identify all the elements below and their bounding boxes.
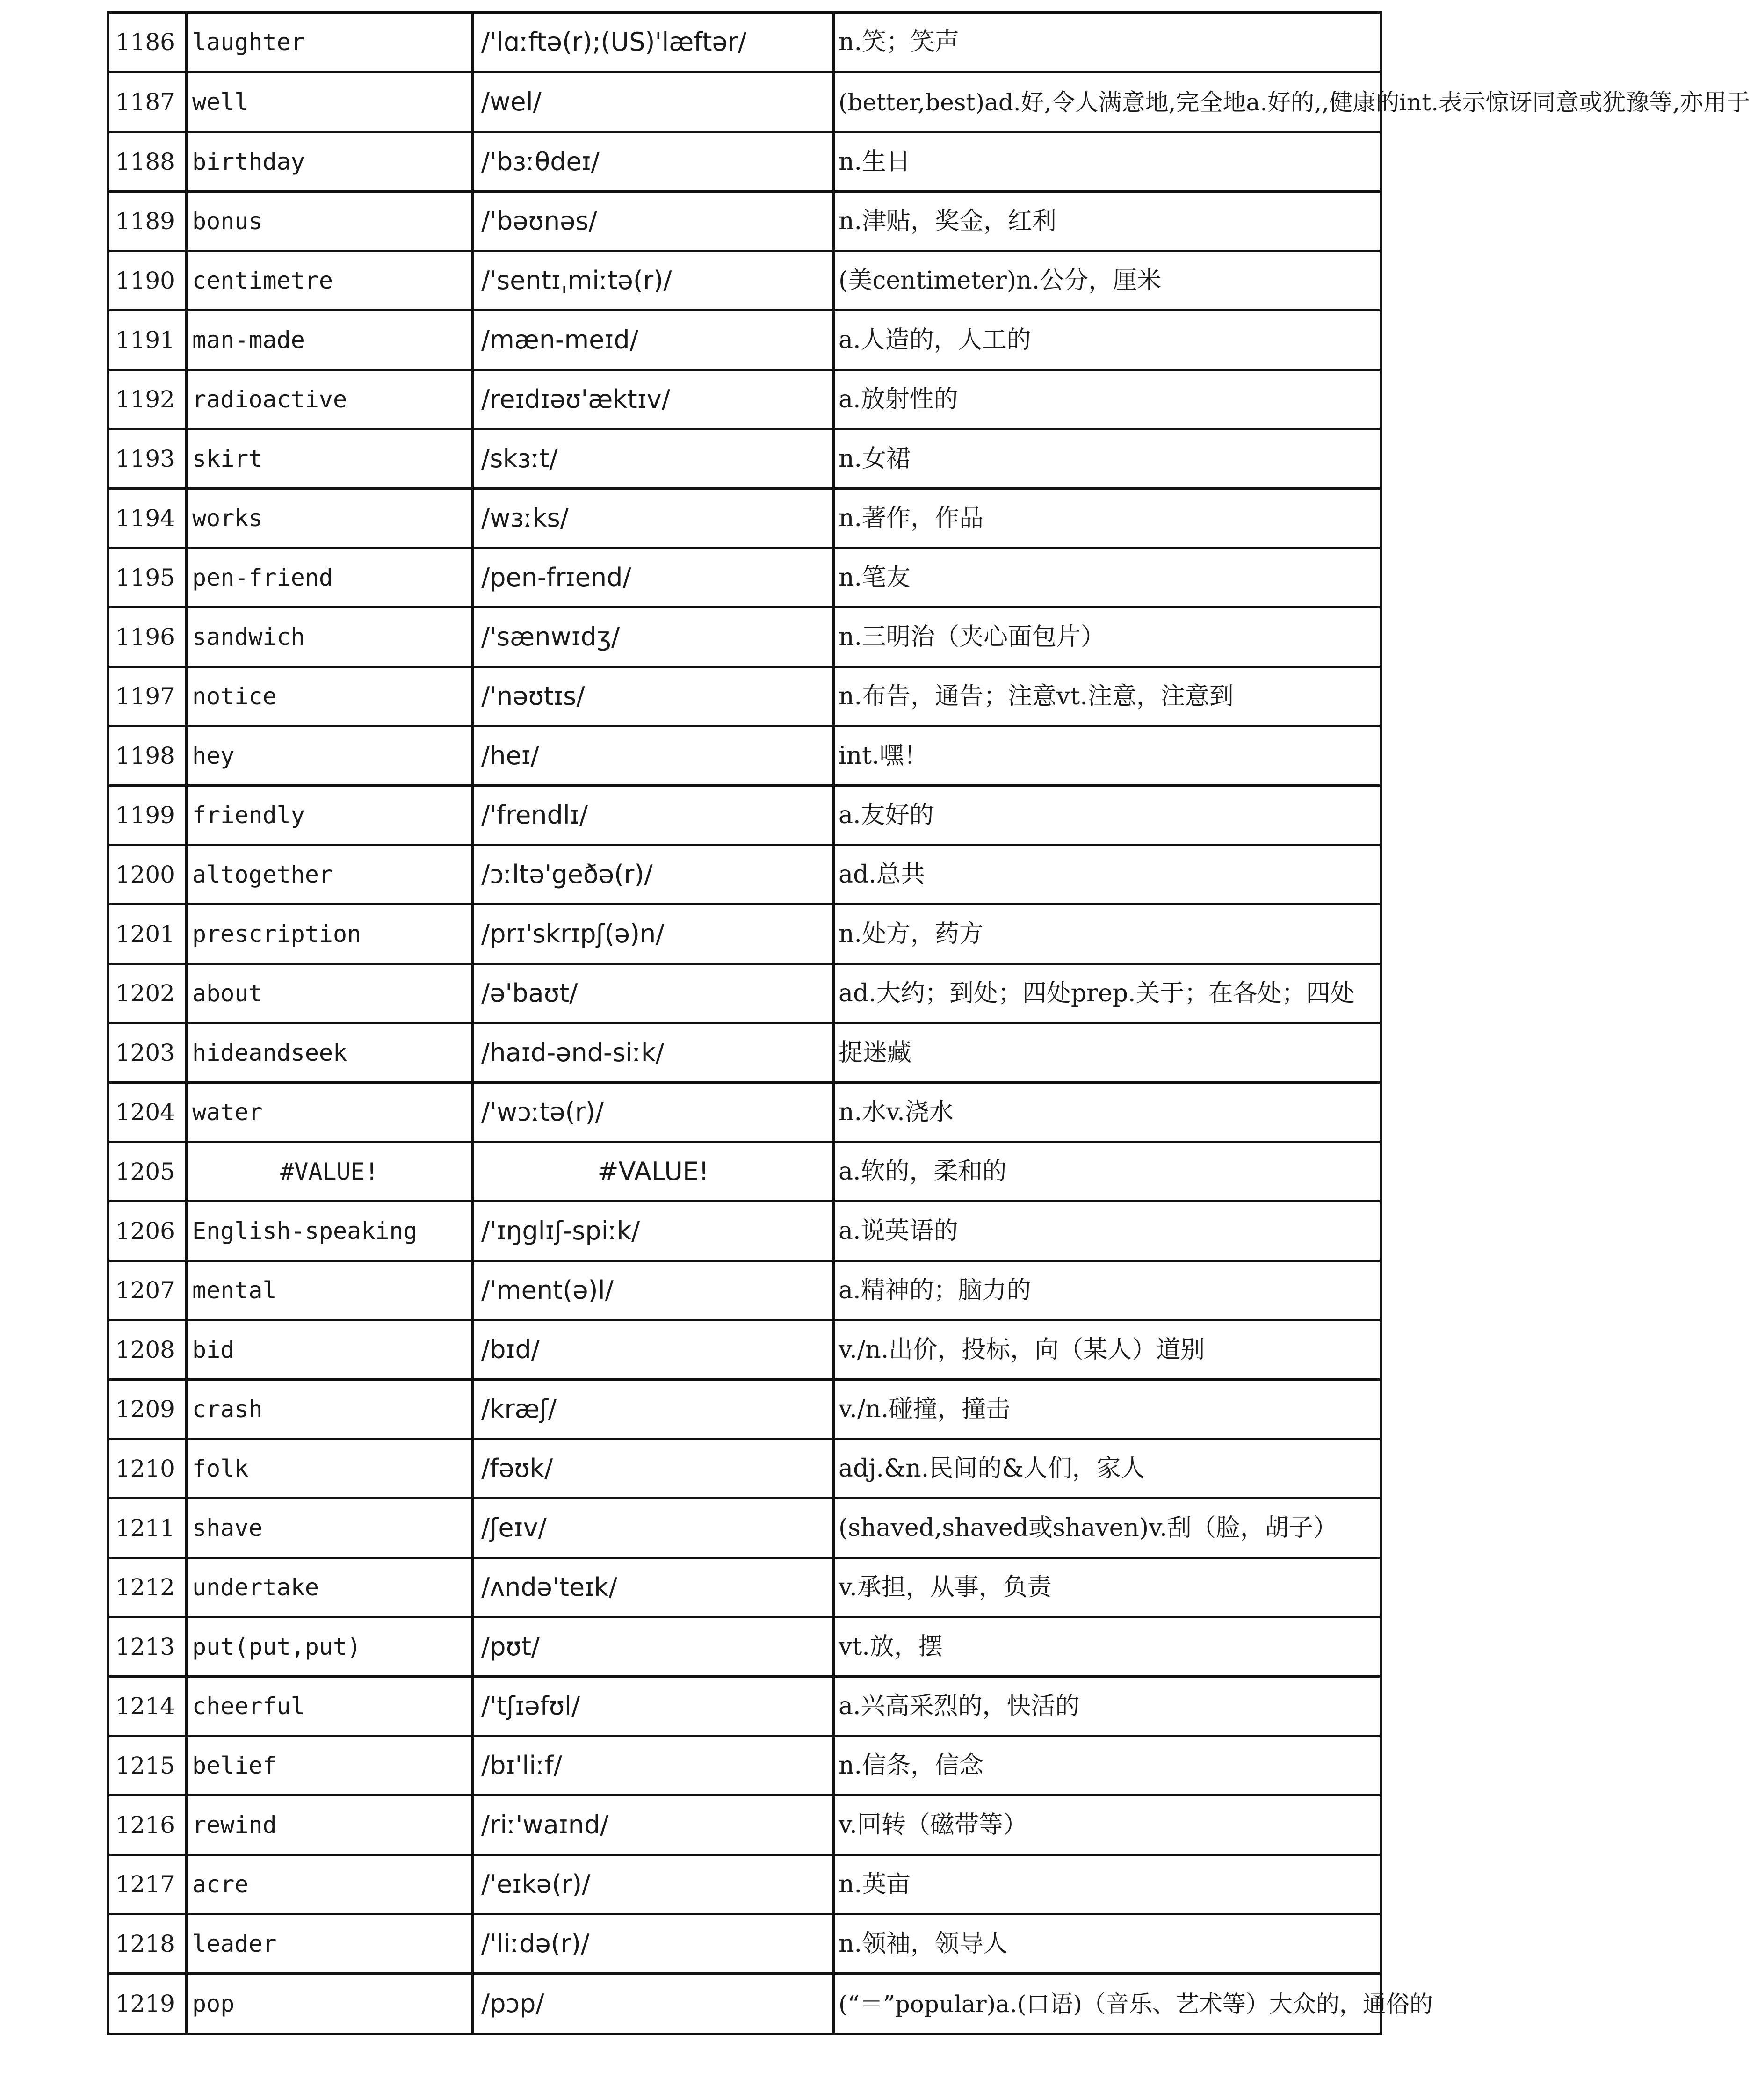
word-cell: notice: [187, 667, 473, 726]
definition-cell: a.友好的: [834, 786, 1381, 845]
entry-number-cell: 1186: [108, 13, 187, 72]
word-cell: undertake: [187, 1558, 473, 1617]
definition-cell: a.兴高采烈的，快活的: [834, 1677, 1381, 1736]
phonetic-cell: #VALUE!: [473, 1142, 834, 1202]
word-cell: altogether: [187, 845, 473, 905]
phonetic-cell: /pen-frɪend/: [473, 548, 834, 608]
definition-cell: n.笔友: [834, 548, 1381, 608]
table-row: [108, 786, 1381, 845]
phonetic-cell: /prɪ'skrɪpʃ(ə)n/: [473, 905, 834, 964]
table-row: [108, 311, 1381, 370]
definition-cell: v./n.出价，投标，向（某人）道别: [834, 1320, 1381, 1380]
entry-number-cell: 1191: [108, 311, 187, 370]
word-cell: bid: [187, 1320, 473, 1380]
table-row: [108, 1796, 1381, 1855]
table-row: [108, 608, 1381, 667]
word-cell: acre: [187, 1855, 473, 1914]
phonetic-cell: /bɪ'liːf/: [473, 1736, 834, 1796]
entry-number-cell: 1219: [108, 1974, 187, 2034]
table-row: [108, 845, 1381, 905]
phonetic-cell: /haɪd-ənd-siːk/: [473, 1023, 834, 1083]
table-row: [108, 1142, 1381, 1202]
definition-cell: v.承担，从事，负责: [834, 1558, 1381, 1617]
entry-number-cell: 1216: [108, 1796, 187, 1855]
entry-number-cell: 1190: [108, 251, 187, 311]
entry-number-cell: 1206: [108, 1202, 187, 1261]
table-row: [108, 370, 1381, 429]
table-row: [108, 489, 1381, 548]
definition-cell: a.精神的；脑力的: [834, 1261, 1381, 1320]
word-cell: radioactive: [187, 370, 473, 429]
phonetic-cell: /'liːdə(r)/: [473, 1914, 834, 1974]
definition-cell: ad.总共: [834, 845, 1381, 905]
definition-cell: a.放射性的: [834, 370, 1381, 429]
word-cell: shave: [187, 1499, 473, 1558]
entry-number-cell: 1208: [108, 1320, 187, 1380]
definition-cell: vt.放，摆: [834, 1617, 1381, 1677]
entry-number-cell: 1188: [108, 132, 187, 192]
table-row: [108, 429, 1381, 489]
word-cell: put(put,put): [187, 1617, 473, 1677]
phonetic-cell: /ɔːltə'geðə(r)/: [473, 845, 834, 905]
table-row: [108, 1677, 1381, 1736]
definition-cell: n.三明治（夹心面包片）: [834, 608, 1381, 667]
word-cell: cheerful: [187, 1677, 473, 1736]
table-row: [108, 1855, 1381, 1914]
definition-cell: v.回转（磁带等）: [834, 1796, 1381, 1855]
word-cell: leader: [187, 1914, 473, 1974]
definition-cell: a.软的，柔和的: [834, 1142, 1381, 1202]
phonetic-cell: /'ɪŋglɪʃ-spiːk/: [473, 1202, 834, 1261]
entry-number-cell: 1212: [108, 1558, 187, 1617]
table-row: [108, 251, 1381, 311]
entry-number-cell: 1198: [108, 726, 187, 786]
phonetic-cell: /'sentɪˌmiːtə(r)/: [473, 251, 834, 311]
phonetic-cell: /pɔp/: [473, 1974, 834, 2034]
entry-number-cell: 1200: [108, 845, 187, 905]
phonetic-cell: /ə'baʊt/: [473, 964, 834, 1023]
table-row: [108, 1974, 1381, 2034]
phonetic-cell: /'tʃɪəfʊl/: [473, 1677, 834, 1736]
word-cell: laughter: [187, 13, 473, 72]
definition-cell: n.英亩: [834, 1855, 1381, 1914]
table-row: [108, 1380, 1381, 1439]
entry-number-cell: 1203: [108, 1023, 187, 1083]
word-cell: friendly: [187, 786, 473, 845]
entry-number-cell: 1193: [108, 429, 187, 489]
definition-cell: (better,best)ad.好,令人满意地,完全地a.好的,,健康的int.表示惊讶同意或犹豫等,亦用于: [834, 72, 1381, 132]
table-row: [108, 192, 1381, 251]
table-row: [108, 964, 1381, 1023]
phonetic-cell: /kræʃ/: [473, 1380, 834, 1439]
phonetic-cell: /'sænwɪdʒ/: [473, 608, 834, 667]
word-cell: mental: [187, 1261, 473, 1320]
definition-cell: n.笑；笑声: [834, 13, 1381, 72]
word-cell: about: [187, 964, 473, 1023]
entry-number-cell: 1202: [108, 964, 187, 1023]
entry-number-cell: 1195: [108, 548, 187, 608]
table-row: [108, 1023, 1381, 1083]
table-row: [108, 72, 1381, 132]
table-row: [108, 905, 1381, 964]
definition-cell: n.生日: [834, 132, 1381, 192]
definition-cell: adj.&n.民间的&人们，家人: [834, 1439, 1381, 1499]
phonetic-cell: /pʊt/: [473, 1617, 834, 1677]
phonetic-cell: /wel/: [473, 72, 834, 132]
phonetic-cell: /'ment(ə)l/: [473, 1261, 834, 1320]
entry-number-cell: 1214: [108, 1677, 187, 1736]
entry-number-cell: 1217: [108, 1855, 187, 1914]
entry-number-cell: 1194: [108, 489, 187, 548]
word-cell: prescription: [187, 905, 473, 964]
definition-cell: n.著作，作品: [834, 489, 1381, 548]
word-cell: birthday: [187, 132, 473, 192]
table-row: [108, 1202, 1381, 1261]
definition-cell: (“＝”popular)a.(口语)（音乐、艺术等）大众的，通俗的: [834, 1974, 1381, 2034]
entry-number-cell: 1192: [108, 370, 187, 429]
word-cell: belief: [187, 1736, 473, 1796]
word-cell: sandwich: [187, 608, 473, 667]
phonetic-cell: /'eɪkə(r)/: [473, 1855, 834, 1914]
definition-cell: n.处方，药方: [834, 905, 1381, 964]
table-row: [108, 1914, 1381, 1974]
word-cell: bonus: [187, 192, 473, 251]
phonetic-cell: /'bɜːθdeɪ/: [473, 132, 834, 192]
definition-cell: n.布告，通告；注意vt.注意，注意到: [834, 667, 1381, 726]
entry-number-cell: 1205: [108, 1142, 187, 1202]
table-row: [108, 13, 1381, 72]
phonetic-cell: /bɪd/: [473, 1320, 834, 1380]
table-row: [108, 1736, 1381, 1796]
phonetic-cell: /riː'waɪnd/: [473, 1796, 834, 1855]
phonetic-cell: /mæn-meɪd/: [473, 311, 834, 370]
table-row: [108, 1617, 1381, 1677]
phonetic-cell: /'nəʊtɪs/: [473, 667, 834, 726]
definition-cell: (shaved,shaved或shaven)v.刮（脸，胡子）: [834, 1499, 1381, 1558]
phonetic-cell: /'frendlɪ/: [473, 786, 834, 845]
definition-cell: n.女裙: [834, 429, 1381, 489]
vocabulary-table-body: [108, 13, 1750, 2034]
definition-cell: (美centimeter)n.公分，厘米: [834, 251, 1381, 311]
entry-number-cell: 1199: [108, 786, 187, 845]
vocabulary-table: [107, 11, 1750, 2035]
word-cell: pen-friend: [187, 548, 473, 608]
word-cell: water: [187, 1083, 473, 1142]
entry-number-cell: 1187: [108, 72, 187, 132]
definition-cell: 捉迷藏: [834, 1023, 1381, 1083]
table-row: [108, 1439, 1381, 1499]
definition-cell: int.嘿！: [834, 726, 1381, 786]
table-row: [108, 1558, 1381, 1617]
entry-number-cell: 1211: [108, 1499, 187, 1558]
word-cell: crash: [187, 1380, 473, 1439]
entry-number-cell: 1207: [108, 1261, 187, 1320]
table-row: [108, 1261, 1381, 1320]
phonetic-cell: /heɪ/: [473, 726, 834, 786]
word-cell: hideandseek: [187, 1023, 473, 1083]
word-cell: man-made: [187, 311, 473, 370]
word-cell: folk: [187, 1439, 473, 1499]
entry-number-cell: 1197: [108, 667, 187, 726]
word-cell: English-speaking: [187, 1202, 473, 1261]
word-cell: rewind: [187, 1796, 473, 1855]
word-cell: pop: [187, 1974, 473, 2034]
entry-number-cell: 1210: [108, 1439, 187, 1499]
phonetic-cell: /fəʊk/: [473, 1439, 834, 1499]
definition-cell: ad.大约；到处；四处prep.关于；在各处；四处: [834, 964, 1381, 1023]
definition-cell: v./n.碰撞，撞击: [834, 1380, 1381, 1439]
table-row: [108, 548, 1381, 608]
phonetic-cell: /ʃeɪv/: [473, 1499, 834, 1558]
table-row: [108, 1083, 1381, 1142]
phonetic-cell: /skɜːt/: [473, 429, 834, 489]
definition-cell: n.水v.浇水: [834, 1083, 1381, 1142]
entry-number-cell: 1204: [108, 1083, 187, 1142]
entry-number-cell: 1215: [108, 1736, 187, 1796]
phonetic-cell: /wɜːks/: [473, 489, 834, 548]
word-cell: works: [187, 489, 473, 548]
definition-cell: n.信条，信念: [834, 1736, 1381, 1796]
word-cell: skirt: [187, 429, 473, 489]
table-row: [108, 667, 1381, 726]
definition-cell: a.说英语的: [834, 1202, 1381, 1261]
definition-cell: a.人造的，人工的: [834, 311, 1381, 370]
table-row: [108, 1320, 1381, 1380]
entry-number-cell: 1209: [108, 1380, 187, 1439]
word-cell: #VALUE!: [187, 1142, 473, 1202]
entry-number-cell: 1218: [108, 1914, 187, 1974]
entry-number-cell: 1189: [108, 192, 187, 251]
phonetic-cell: /reɪdɪəʊ'æktɪv/: [473, 370, 834, 429]
table-row: [108, 1499, 1381, 1558]
word-cell: hey: [187, 726, 473, 786]
definition-cell: n.津贴，奖金，红利: [834, 192, 1381, 251]
word-cell: centimetre: [187, 251, 473, 311]
phonetic-cell: /'lɑːftə(r);(US)'læftər/: [473, 13, 834, 72]
phonetic-cell: /'wɔːtə(r)/: [473, 1083, 834, 1142]
word-cell: well: [187, 72, 473, 132]
table-row: [108, 132, 1381, 192]
phonetic-cell: /ʌndə'teɪk/: [473, 1558, 834, 1617]
entry-number-cell: 1213: [108, 1617, 187, 1677]
entry-number-cell: 1201: [108, 905, 187, 964]
table-row: [108, 726, 1381, 786]
phonetic-cell: /'bəʊnəs/: [473, 192, 834, 251]
entry-number-cell: 1196: [108, 608, 187, 667]
definition-cell: n.领袖，领导人: [834, 1914, 1381, 1974]
